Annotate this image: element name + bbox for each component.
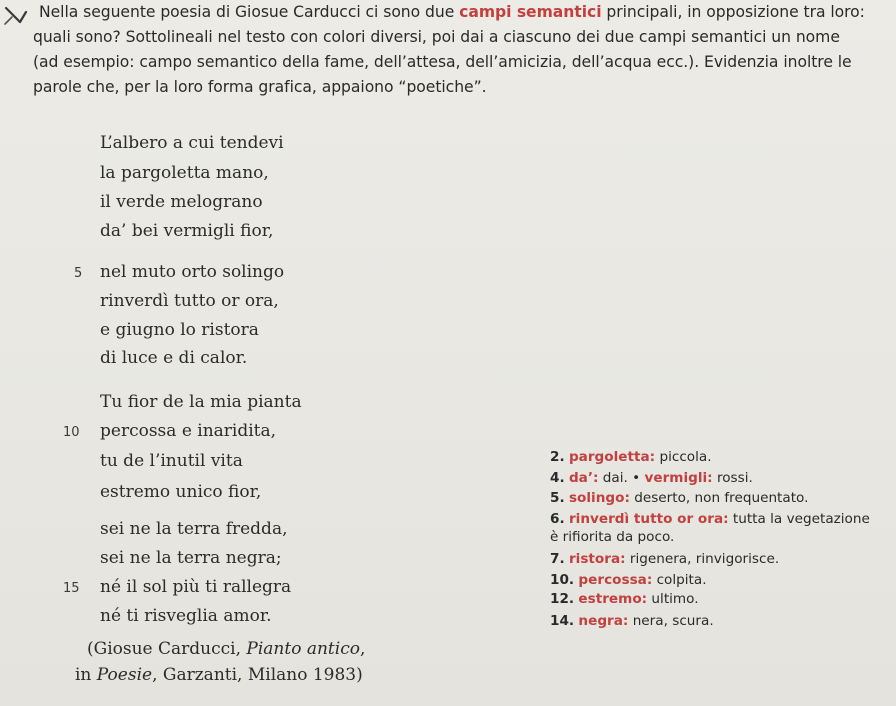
note-4 (550, 470, 753, 486)
note-14 (550, 613, 714, 629)
note-term: ristora: (568, 551, 626, 567)
note-2 (550, 449, 712, 465)
note-number: 6. (550, 511, 565, 527)
poem-line-4: da’ bei vermigli fior, (100, 221, 274, 241)
note-number: 12. (550, 591, 575, 607)
line-number-15: 15 (63, 581, 80, 596)
note-12 (550, 591, 699, 607)
instructions-line-3: (ad esempio: campo semantico della fame, dell’attesa, dell’amicizia, dell’acqua ecc.). Evidenzia inoltre le (33, 53, 852, 71)
poem-line-11: tu de l’inutil vita (100, 451, 243, 471)
citation-title: Poesie (96, 665, 153, 685)
note-definition: rossi. (712, 470, 753, 486)
citation-text: in (75, 665, 97, 685)
poem-line-12: estremo unico fior, (100, 482, 262, 502)
note-definition: deserto, non frequentato. (629, 490, 809, 506)
note-number: 2. (550, 449, 565, 465)
note-term: percossa: (578, 572, 653, 588)
note-number: 14. (550, 613, 575, 629)
poem-line-8: di luce e di calor. (100, 348, 248, 368)
note-number: 5. (550, 490, 565, 506)
poem-line-2: la pargoletta mano, (100, 163, 269, 183)
note-number: 10. (550, 572, 575, 588)
note-term: da’: (568, 470, 599, 486)
citation-text: , Garzanti, Milano 1983) (152, 665, 363, 685)
poem-line-9: Tu fior de la mia pianta (100, 392, 302, 412)
poem-line-1: L’albero a cui tendevi (100, 133, 284, 153)
citation-text: (Giosue Carducci, (87, 639, 247, 659)
note-10 (550, 572, 707, 588)
line-number-5: 5 (74, 266, 83, 281)
poem-line-7: e giugno lo ristora (100, 320, 259, 340)
poem-line-3: il verde melograno (100, 192, 263, 212)
note-definition: piccola. (655, 449, 712, 465)
note-term: vermigli: (644, 470, 713, 486)
note-term: rinverdì tutto or ora: (568, 511, 729, 527)
note-definition: nera, scura. (628, 613, 714, 629)
note-7 (550, 551, 779, 567)
poem-line-15: né il sol più ti rallegra (100, 577, 292, 597)
note-definition: rigenera, rinvigorisce. (625, 551, 780, 567)
instructions-text: principali, in opposizione tra loro: (601, 3, 865, 21)
note-term: negra: (578, 613, 629, 629)
campi-semantici-highlight: campi semantici (459, 3, 602, 21)
poem-line-16: né ti risveglia amor. (100, 606, 272, 626)
poem-line-6: rinverdì tutto or ora, (100, 291, 279, 311)
note-definition: dai. • (598, 470, 645, 486)
note-6 (550, 511, 870, 527)
poem-line-10: percossa e inaridita, (100, 421, 277, 441)
note-term: pargoletta: (568, 449, 656, 465)
instructions-line-4: parole che, per la loro forma grafica, appaiono “poetiche”. (33, 78, 487, 96)
note-definition: ultimo. (647, 591, 699, 607)
source-citation-line-1 (87, 639, 365, 659)
instructions-line-2: quali sono? Sottolineali nel testo con colori diversi, poi dai a ciascuno dei due campi semantici un nome (33, 28, 840, 46)
citation-title: Pianto antico (246, 639, 360, 659)
note-definition: tutta la vegetazione (728, 511, 870, 527)
line-number-10: 10 (63, 425, 80, 440)
poem-line-14: sei ne la terra negra; (100, 548, 282, 568)
note-5 (550, 490, 808, 506)
poem-line-5: nel muto orto solingo (100, 262, 285, 282)
poem-line-13: sei ne la terra fredda, (100, 519, 288, 539)
note-term: solingo: (568, 490, 630, 506)
note-number: 4. (550, 470, 565, 486)
note-6-continuation: è rifiorita da poco. (550, 529, 675, 545)
citation-text: , (359, 639, 366, 659)
note-number: 7. (550, 551, 565, 567)
source-citation-line-2 (75, 665, 363, 685)
note-term: estremo: (578, 591, 648, 607)
instructions-text: Nella seguente poesia di Giosue Carducci ci sono due (39, 3, 460, 21)
note-definition: colpita. (652, 572, 707, 588)
